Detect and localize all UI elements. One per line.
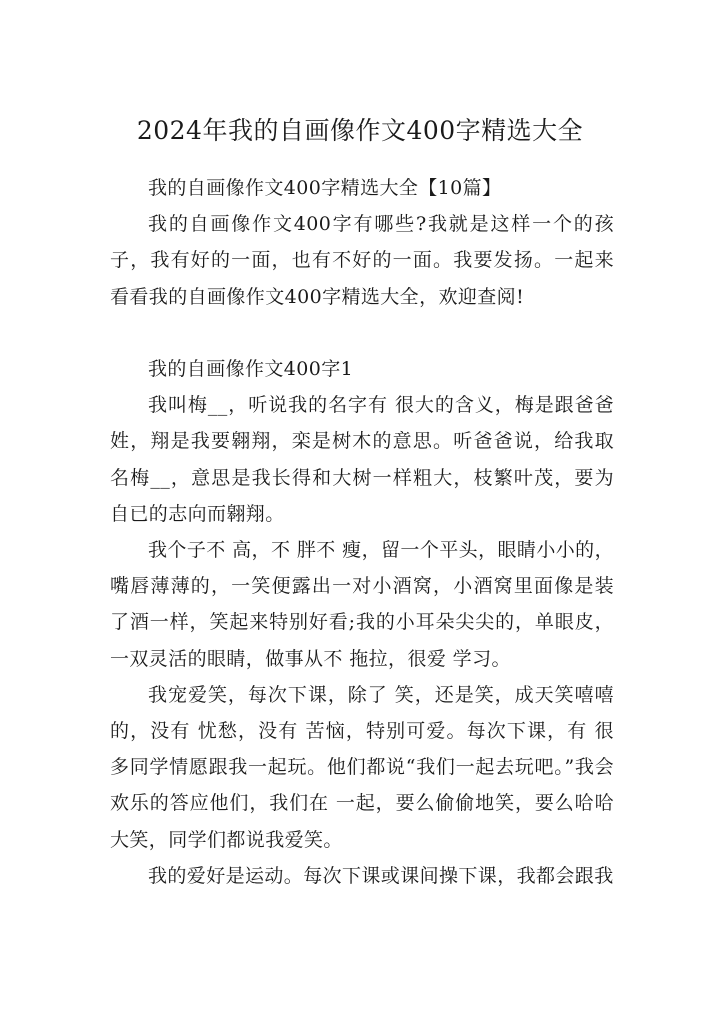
body-paragraph: 我叫梅__，听说我的名字有 很大的含义，梅是跟爸爸姓，翔是我要翱翔，栾是树木的意思。听爸爸说，给我取名梅__，意思是我长得和大树一样粗大，枝繁叶茂，要为自已的志向而翱翔。: [110, 394, 614, 525]
section-heading: 我的自画像作文400字1: [148, 358, 354, 380]
blank-line: [110, 315, 614, 351]
intro-paragraph: 我的自画像作文400字有哪些?我就是这样一个的孩子，我有好的一面，也有不好的一面。我要发扬。一起来看看我的自画像作文400字精选大全，欢迎查阅!: [110, 213, 614, 308]
body-paragraph: 我个子不 高，不 胖不 瘦，留一个平头，眼睛小小的，嘴唇薄薄的，一笑便露出一对小酒窝，小酒窝里面像是装了酒一样，笑起来特别好看;我的小耳朵尖尖的，单眼皮，一双灵活的眼睛，做事从不 拖拉，很爱 学习。: [110, 539, 614, 670]
document-body: [110, 170, 614, 894]
document-title: 2024年我的自画像作文400字精选大全: [136, 116, 584, 145]
body-paragraph: 我宠爱笑，每次下课，除了 笑，还是笑，成天笑嘻嘻的，没有 忧愁，没有 苦恼，特别可爱。每次下课，有 很多同学情愿跟我一起玩。他们都说“我们一起去玩吧。”我会欢乐的答应他们，我们在 一起，要么偷偷地笑，要么哈哈大笑，同学们都说我爱笑。: [110, 683, 614, 851]
body-paragraph: 我的爱好是运动。每次下课或课间操下课，我都会跟我: [148, 864, 614, 887]
subtitle-paragraph: 我的自画像作文400字精选大全【10篇】: [148, 177, 502, 199]
